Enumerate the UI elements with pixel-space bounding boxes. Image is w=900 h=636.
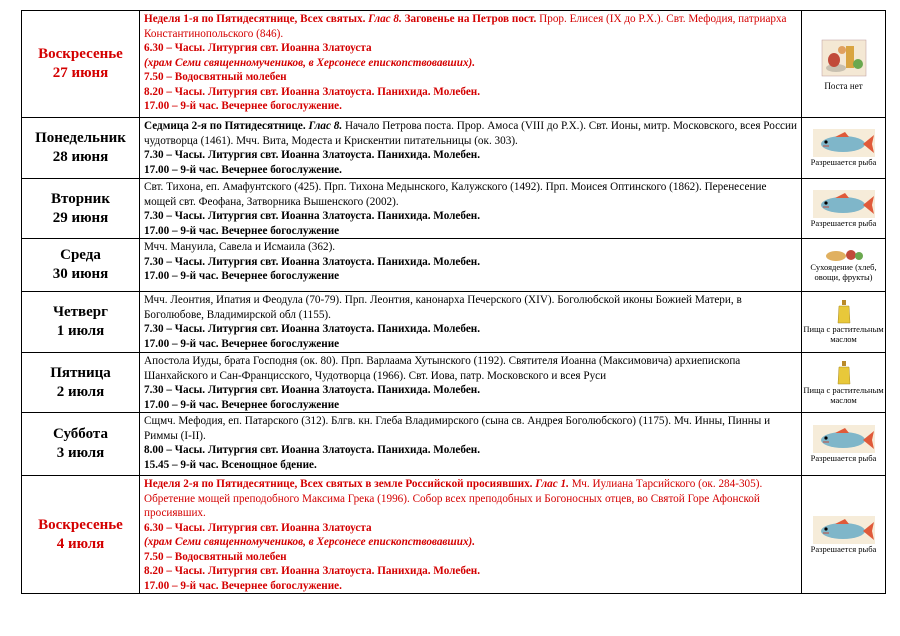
service-line: 15.45 – 9-й час. Всенощное бдение.	[144, 458, 317, 471]
services-cell	[140, 476, 802, 594]
weekday: Пятница	[50, 364, 111, 381]
fish-icon	[813, 190, 875, 218]
feast-title: Седмица 2-я по Пятидесятнице.	[144, 120, 306, 132]
saints-text: Начало Петрова поста. Прор. Амоса (VIII до Р.Х.). Свт. Ионы, митр. Московского, всея России чудотворца (1461). Мчч. Вита, Модеста и Крискентии питательницы (ок. 303).	[144, 120, 798, 147]
food-plate-icon	[820, 38, 868, 78]
food-label: Разрешается рыба	[810, 157, 877, 167]
day-cell	[22, 239, 140, 292]
service-line: (храм Семи священномучеников, в Херсонесе епископствовавших).	[144, 56, 476, 69]
day-cell	[22, 11, 140, 118]
oil-bottle-icon	[836, 361, 852, 385]
table-row	[22, 476, 886, 594]
service-line: 7.30 – Часы. Литургия свт. Иоанна Златоуста. Панихида. Молебен.	[144, 323, 481, 335]
food-label: Разрешается рыба	[810, 453, 877, 463]
table-row	[22, 239, 886, 292]
saints-text: Сщмч. Мефодия, еп. Патарского (312). Блгв. кн. Глеба Владимирского (сына св. Андрея Боголюбского) (1175). Мч. Инны, Пинны и Риммы (I-II).	[144, 415, 771, 442]
service-line: 8.20 – Часы. Литургия свт. Иоанна Златоуста. Панихида. Молебен.	[144, 565, 481, 577]
saints-text: Апостола Иуды, брата Господня (ок. 80). Прп. Варлаама Хутынского (1192). Святителя Иоанна (Максимовича) архиепископа Шанхайского и Сан-Францисского, Чудотворца (1966). Свт. Иова, патр. Московского и всея Руси	[144, 355, 741, 382]
services-cell	[140, 179, 802, 239]
fish-icon	[813, 516, 875, 544]
table-row	[22, 11, 886, 118]
saints-text: Мчч. Леонтия, Ипатия и Феодула (70-79). Прп. Леонтия, канонарха Печерского (XIV). Боголюбской иконы Божией Матери, в Боголюбове, Владимирской обл (1155).	[144, 294, 742, 321]
saints-text: Свт. Тихона, еп. Амафунтского (425). Прп. Тихона Медынского, Калужского (1492). Прп. Моисея Оптинского (1862). Перенесение мощей свт. Феофана, Затворника Вышенского (2002).	[144, 181, 767, 208]
service-line: 7.30 – Часы. Литургия свт. Иоанна Златоуста. Панихида. Молебен.	[144, 210, 481, 222]
services-cell	[140, 353, 802, 413]
service-line: 7.50 – Водосвятный молебен	[144, 71, 287, 83]
service-line: 17.00 – 9-й час. Вечернее богослужение	[144, 270, 340, 282]
day-cell	[22, 292, 140, 353]
day-cell	[22, 179, 140, 239]
day-cell	[22, 353, 140, 413]
feast-note: Заговенье на Петров пост.	[404, 13, 537, 25]
date: 29 июня	[52, 209, 109, 226]
fish-icon	[813, 129, 875, 157]
service-line: 8.20 – Часы. Литургия свт. Иоанна Златоуста. Панихида. Молебен.	[144, 85, 481, 98]
food-cell	[802, 179, 886, 239]
day-cell	[22, 413, 140, 476]
food-cell	[802, 118, 886, 179]
weekday: Четверг	[53, 304, 108, 320]
tone: Глас 1.	[535, 478, 569, 490]
food-label: Поста нет	[824, 80, 863, 91]
weekday: Понедельник	[35, 130, 126, 146]
weekday: Воскресенье	[38, 516, 123, 533]
food-label: Пища с растительным маслом	[803, 324, 884, 344]
food-cell	[802, 353, 886, 413]
food-label: Пища с растительным маслом	[803, 384, 884, 405]
date: 30 июня	[52, 266, 109, 282]
weekday: Вторник	[51, 190, 110, 207]
schedule-table	[21, 10, 886, 594]
weekday: Суббота	[53, 426, 108, 442]
services-cell	[140, 239, 802, 292]
weekday: Среда	[60, 247, 101, 263]
saints-text: Прор. Елисея (IX до Р.Х.). Свт. Мефодия, патриарха Константинопольского (846).	[144, 13, 787, 40]
feast-title: Неделя 2-я по Пятидесятнице, Всех святых в земле Российской просиявших.	[144, 478, 533, 490]
date: 4 июля	[56, 535, 105, 552]
food-cell	[802, 11, 886, 118]
date: 27 июня	[52, 65, 109, 81]
date: 3 июля	[56, 445, 105, 461]
food-cell	[802, 413, 886, 476]
food-cell	[802, 292, 886, 353]
oil-bottle-icon	[836, 300, 852, 324]
tone: Глас 8.	[308, 120, 343, 132]
saints-text: Мчч. Мануила, Савела и Исмаила (362).	[144, 241, 336, 253]
food-label: Сухоядение (хлеб, овощи, фрукты)	[810, 262, 877, 282]
service-line: 6.30 – Часы. Литургия свт. Иоанна Златоуста	[144, 521, 372, 534]
services-cell	[140, 118, 802, 179]
service-line: 17.00 – 9-й час. Вечернее богослужение	[144, 337, 340, 350]
service-line: (храм Семи священномучеников, в Херсонесе епископствовавших).	[144, 536, 476, 548]
day-cell	[22, 476, 140, 594]
service-line: 17.00 – 9-й час. Вечернее богослужение	[144, 224, 340, 237]
feast-title: Неделя 1-я по Пятидесятнице, Всех святых.	[144, 13, 366, 25]
service-line: 8.00 – Часы. Литургия свт. Иоанна Златоуста. Панихида. Молебен.	[144, 444, 481, 456]
table-row	[22, 353, 886, 413]
service-line: 7.30 – Часы. Литургия свт. Иоанна Златоуста. Панихида. Молебен.	[144, 149, 481, 161]
date: 2 июля	[56, 383, 105, 400]
service-line: 7.30 – Часы. Литургия свт. Иоанна Златоуста. Панихида. Молебен.	[144, 255, 481, 268]
food-label: Разрешается рыба	[810, 543, 877, 554]
table-row	[22, 413, 886, 476]
tone: Глас 8.	[368, 13, 402, 25]
service-line: 6.30 – Часы. Литургия свт. Иоанна Златоуста	[144, 42, 372, 54]
service-line: 17.00 – 9-й час. Вечернее богослужение.	[144, 163, 342, 176]
table-row	[22, 179, 886, 239]
food-label: Разрешается рыба	[810, 217, 877, 228]
day-cell	[22, 118, 140, 179]
date: 1 июля	[56, 323, 105, 339]
service-line: 7.30 – Часы. Литургия свт. Иоанна Златоуста. Панихида. Молебен.	[144, 384, 481, 396]
table-row	[22, 118, 886, 179]
food-cell	[802, 476, 886, 594]
food-cell	[802, 239, 886, 292]
services-cell	[140, 292, 802, 353]
weekday: Воскресенье	[38, 46, 123, 62]
services-cell	[140, 413, 802, 476]
date: 28 июня	[52, 149, 109, 165]
service-line: 17.00 – 9-й час. Вечернее богослужение.	[144, 100, 342, 112]
services-cell	[140, 11, 802, 118]
service-line: 17.00 – 9-й час. Вечернее богослужение.	[144, 579, 342, 592]
service-line: 7.50 – Водосвятный молебен	[144, 550, 287, 563]
bread-vegetables-icon	[824, 248, 864, 262]
service-line: 17.00 – 9-й час. Вечернее богослужение	[144, 398, 340, 411]
table-row	[22, 292, 886, 353]
saints-text: Мч. Иулиана Тарсийского (ок. 284-305). Обретение мощей преподобного Максима Грека (1996). Собор всех преподобных и Богоносных отцев, во Святой Горе Афонской просиявших.	[144, 478, 763, 519]
fish-icon	[813, 425, 875, 453]
